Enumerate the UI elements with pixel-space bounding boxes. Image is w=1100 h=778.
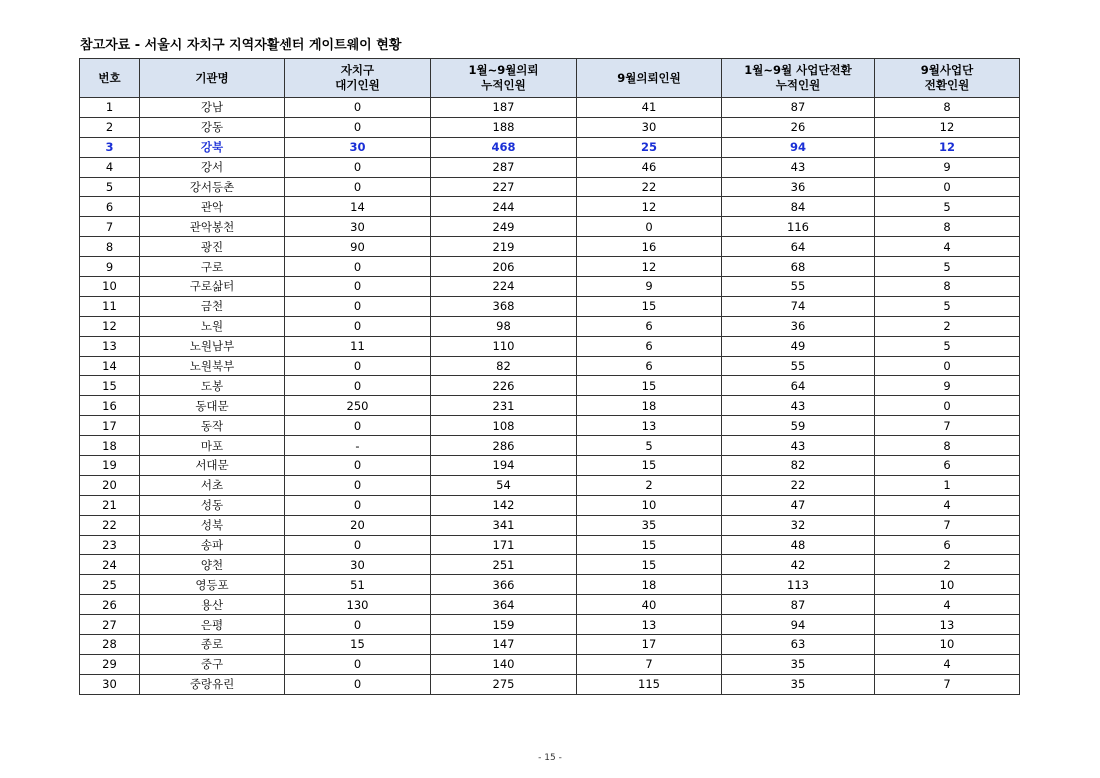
cell-conversion-cumulative: 36 <box>722 177 875 197</box>
cell-institution: 강서 <box>140 157 285 177</box>
table-row <box>80 416 1020 436</box>
cell-waiting: 130 <box>285 595 431 615</box>
cell-institution: 양천 <box>140 555 285 575</box>
table-row <box>80 316 1020 336</box>
page-title: 참고자료 - 서울시 자치구 지역자활센터 게이트웨이 현황 <box>80 38 402 53</box>
cell-referral-cumulative: 108 <box>431 416 577 436</box>
cell-waiting: 0 <box>285 456 431 476</box>
cell-institution: 영등포 <box>140 575 285 595</box>
cell-institution: 송파 <box>140 535 285 555</box>
cell-september-conversion: 8 <box>875 217 1020 237</box>
cell-conversion-cumulative: 87 <box>722 595 875 615</box>
table-row <box>80 137 1020 157</box>
table-row <box>80 277 1020 297</box>
cell-september-referral: 115 <box>577 674 722 694</box>
cell-waiting: 11 <box>285 336 431 356</box>
table-row <box>80 376 1020 396</box>
cell-waiting: 14 <box>285 197 431 217</box>
cell-institution: 은평 <box>140 615 285 635</box>
cell-september-conversion: 8 <box>875 98 1020 118</box>
cell-institution: 성북 <box>140 515 285 535</box>
cell-referral-cumulative: 194 <box>431 456 577 476</box>
cell-number: 28 <box>80 635 140 655</box>
cell-number: 11 <box>80 296 140 316</box>
table-row <box>80 217 1020 237</box>
cell-september-referral: 22 <box>577 177 722 197</box>
cell-referral-cumulative: 286 <box>431 436 577 456</box>
cell-september-conversion: 10 <box>875 635 1020 655</box>
cell-institution: 도봉 <box>140 376 285 396</box>
cell-referral-cumulative: 54 <box>431 475 577 495</box>
cell-conversion-cumulative: 64 <box>722 237 875 257</box>
cell-referral-cumulative: 140 <box>431 654 577 674</box>
table-body <box>80 98 1020 695</box>
table-row <box>80 117 1020 137</box>
table-row <box>80 336 1020 356</box>
cell-conversion-cumulative: 94 <box>722 615 875 635</box>
cell-referral-cumulative: 468 <box>431 137 577 157</box>
cell-number: 21 <box>80 495 140 515</box>
cell-conversion-cumulative: 49 <box>722 336 875 356</box>
cell-conversion-cumulative: 68 <box>722 257 875 277</box>
cell-conversion-cumulative: 87 <box>722 98 875 118</box>
cell-conversion-cumulative: 35 <box>722 674 875 694</box>
cell-september-referral: 6 <box>577 356 722 376</box>
cell-waiting: 0 <box>285 316 431 336</box>
table-row <box>80 475 1020 495</box>
cell-september-referral: 30 <box>577 117 722 137</box>
cell-referral-cumulative: 159 <box>431 615 577 635</box>
cell-institution: 중구 <box>140 654 285 674</box>
cell-referral-cumulative: 231 <box>431 396 577 416</box>
cell-number: 2 <box>80 117 140 137</box>
cell-referral-cumulative: 251 <box>431 555 577 575</box>
cell-september-conversion: 9 <box>875 376 1020 396</box>
table-row <box>80 177 1020 197</box>
cell-september-conversion: 8 <box>875 436 1020 456</box>
cell-institution: 동작 <box>140 416 285 436</box>
cell-institution: 강북 <box>140 137 285 157</box>
cell-number: 30 <box>80 674 140 694</box>
table-header-row <box>80 59 1020 98</box>
cell-september-referral: 15 <box>577 376 722 396</box>
cell-waiting: 0 <box>285 475 431 495</box>
cell-september-referral: 18 <box>577 396 722 416</box>
cell-september-conversion: 0 <box>875 396 1020 416</box>
cell-september-conversion: 12 <box>875 137 1020 157</box>
cell-conversion-cumulative: 22 <box>722 475 875 495</box>
cell-waiting: 0 <box>285 535 431 555</box>
cell-september-referral: 18 <box>577 575 722 595</box>
cell-september-referral: 15 <box>577 555 722 575</box>
cell-september-conversion: 2 <box>875 555 1020 575</box>
cell-referral-cumulative: 275 <box>431 674 577 694</box>
cell-september-referral: 15 <box>577 535 722 555</box>
table-row <box>80 396 1020 416</box>
cell-conversion-cumulative: 36 <box>722 316 875 336</box>
cell-waiting: 90 <box>285 237 431 257</box>
cell-referral-cumulative: 142 <box>431 495 577 515</box>
header-waiting: 자치구 대기인원 <box>285 59 431 98</box>
cell-waiting: 250 <box>285 396 431 416</box>
cell-number: 8 <box>80 237 140 257</box>
cell-september-referral: 15 <box>577 456 722 476</box>
cell-number: 18 <box>80 436 140 456</box>
cell-september-referral: 35 <box>577 515 722 535</box>
cell-waiting: 0 <box>285 615 431 635</box>
cell-waiting: 0 <box>285 495 431 515</box>
cell-number: 1 <box>80 98 140 118</box>
cell-september-conversion: 7 <box>875 416 1020 436</box>
cell-referral-cumulative: 364 <box>431 595 577 615</box>
cell-institution: 강서등촌 <box>140 177 285 197</box>
cell-referral-cumulative: 82 <box>431 356 577 376</box>
cell-institution: 중랑유린 <box>140 674 285 694</box>
cell-referral-cumulative: 147 <box>431 635 577 655</box>
cell-institution: 구로 <box>140 257 285 277</box>
cell-waiting: 0 <box>285 117 431 137</box>
cell-september-referral: 41 <box>577 98 722 118</box>
cell-september-referral: 13 <box>577 416 722 436</box>
header-referral-cumulative: 1월~9월의뢰 누적인원 <box>431 59 577 98</box>
cell-referral-cumulative: 187 <box>431 98 577 118</box>
cell-waiting: 0 <box>285 654 431 674</box>
table-row <box>80 157 1020 177</box>
cell-number: 23 <box>80 535 140 555</box>
table-row <box>80 535 1020 555</box>
cell-institution: 금천 <box>140 296 285 316</box>
cell-waiting: 0 <box>285 356 431 376</box>
cell-conversion-cumulative: 63 <box>722 635 875 655</box>
cell-referral-cumulative: 224 <box>431 277 577 297</box>
cell-conversion-cumulative: 43 <box>722 157 875 177</box>
cell-institution: 용산 <box>140 595 285 615</box>
cell-referral-cumulative: 226 <box>431 376 577 396</box>
cell-waiting: 0 <box>285 416 431 436</box>
header-number: 번호 <box>80 59 140 98</box>
cell-september-conversion: 7 <box>875 515 1020 535</box>
table-row <box>80 654 1020 674</box>
cell-number: 7 <box>80 217 140 237</box>
cell-number: 4 <box>80 157 140 177</box>
cell-referral-cumulative: 366 <box>431 575 577 595</box>
cell-september-conversion: 12 <box>875 117 1020 137</box>
cell-institution: 종로 <box>140 635 285 655</box>
cell-number: 17 <box>80 416 140 436</box>
cell-september-conversion: 4 <box>875 654 1020 674</box>
cell-number: 6 <box>80 197 140 217</box>
cell-waiting: 0 <box>285 376 431 396</box>
header-september-conversion: 9월사업단 전환인원 <box>875 59 1020 98</box>
cell-september-conversion: 9 <box>875 157 1020 177</box>
table-row <box>80 595 1020 615</box>
table-row <box>80 515 1020 535</box>
cell-referral-cumulative: 287 <box>431 157 577 177</box>
cell-number: 19 <box>80 456 140 476</box>
table-row <box>80 356 1020 376</box>
cell-conversion-cumulative: 94 <box>722 137 875 157</box>
cell-institution: 노원 <box>140 316 285 336</box>
cell-number: 22 <box>80 515 140 535</box>
gateway-status-table <box>79 58 1020 695</box>
cell-september-referral: 12 <box>577 257 722 277</box>
cell-referral-cumulative: 171 <box>431 535 577 555</box>
cell-number: 10 <box>80 277 140 297</box>
cell-conversion-cumulative: 74 <box>722 296 875 316</box>
cell-referral-cumulative: 98 <box>431 316 577 336</box>
cell-waiting: 51 <box>285 575 431 595</box>
cell-referral-cumulative: 219 <box>431 237 577 257</box>
cell-institution: 노원북부 <box>140 356 285 376</box>
cell-september-conversion: 4 <box>875 595 1020 615</box>
page-number: - 15 - <box>538 753 562 763</box>
cell-number: 20 <box>80 475 140 495</box>
table-row <box>80 296 1020 316</box>
cell-number: 15 <box>80 376 140 396</box>
cell-referral-cumulative: 368 <box>431 296 577 316</box>
cell-institution: 구로삶터 <box>140 277 285 297</box>
cell-number: 9 <box>80 257 140 277</box>
header-conversion-cumulative: 1월~9월 사업단전환 누적인원 <box>722 59 875 98</box>
cell-waiting: 30 <box>285 137 431 157</box>
cell-waiting: 0 <box>285 177 431 197</box>
cell-september-referral: 0 <box>577 217 722 237</box>
cell-conversion-cumulative: 59 <box>722 416 875 436</box>
cell-number: 29 <box>80 654 140 674</box>
cell-september-conversion: 5 <box>875 336 1020 356</box>
cell-waiting: 30 <box>285 555 431 575</box>
cell-september-referral: 2 <box>577 475 722 495</box>
cell-september-conversion: 13 <box>875 615 1020 635</box>
cell-september-referral: 40 <box>577 595 722 615</box>
cell-september-referral: 25 <box>577 137 722 157</box>
cell-number: 3 <box>80 137 140 157</box>
cell-conversion-cumulative: 113 <box>722 575 875 595</box>
cell-conversion-cumulative: 64 <box>722 376 875 396</box>
cell-conversion-cumulative: 35 <box>722 654 875 674</box>
cell-conversion-cumulative: 47 <box>722 495 875 515</box>
cell-number: 16 <box>80 396 140 416</box>
cell-conversion-cumulative: 43 <box>722 396 875 416</box>
cell-conversion-cumulative: 32 <box>722 515 875 535</box>
cell-september-conversion: 6 <box>875 535 1020 555</box>
cell-september-referral: 6 <box>577 336 722 356</box>
cell-number: 27 <box>80 615 140 635</box>
cell-september-conversion: 2 <box>875 316 1020 336</box>
table-row <box>80 575 1020 595</box>
cell-referral-cumulative: 249 <box>431 217 577 237</box>
cell-september-conversion: 4 <box>875 237 1020 257</box>
cell-number: 12 <box>80 316 140 336</box>
cell-september-conversion: 0 <box>875 356 1020 376</box>
cell-referral-cumulative: 227 <box>431 177 577 197</box>
cell-september-conversion: 1 <box>875 475 1020 495</box>
table-row <box>80 257 1020 277</box>
table-row <box>80 237 1020 257</box>
cell-september-conversion: 7 <box>875 674 1020 694</box>
cell-institution: 강동 <box>140 117 285 137</box>
cell-waiting: 0 <box>285 296 431 316</box>
table-row <box>80 456 1020 476</box>
cell-referral-cumulative: 188 <box>431 117 577 137</box>
header-september-referral: 9월의뢰인원 <box>577 59 722 98</box>
table-row <box>80 197 1020 217</box>
cell-september-conversion: 4 <box>875 495 1020 515</box>
cell-conversion-cumulative: 116 <box>722 217 875 237</box>
table-row <box>80 495 1020 515</box>
cell-september-referral: 13 <box>577 615 722 635</box>
cell-waiting: 0 <box>285 674 431 694</box>
cell-institution: 관악봉천 <box>140 217 285 237</box>
cell-waiting: 0 <box>285 157 431 177</box>
table-row <box>80 674 1020 694</box>
cell-institution: 강남 <box>140 98 285 118</box>
cell-waiting: - <box>285 436 431 456</box>
cell-september-conversion: 0 <box>875 177 1020 197</box>
cell-september-referral: 12 <box>577 197 722 217</box>
cell-institution: 서초 <box>140 475 285 495</box>
cell-institution: 성동 <box>140 495 285 515</box>
cell-waiting: 30 <box>285 217 431 237</box>
cell-conversion-cumulative: 48 <box>722 535 875 555</box>
cell-waiting: 20 <box>285 515 431 535</box>
cell-conversion-cumulative: 84 <box>722 197 875 217</box>
cell-referral-cumulative: 244 <box>431 197 577 217</box>
cell-september-referral: 9 <box>577 277 722 297</box>
header-institution: 기관명 <box>140 59 285 98</box>
cell-referral-cumulative: 341 <box>431 515 577 535</box>
cell-september-conversion: 10 <box>875 575 1020 595</box>
cell-institution: 마포 <box>140 436 285 456</box>
cell-number: 13 <box>80 336 140 356</box>
cell-waiting: 0 <box>285 277 431 297</box>
table-row <box>80 555 1020 575</box>
cell-conversion-cumulative: 55 <box>722 277 875 297</box>
cell-conversion-cumulative: 55 <box>722 356 875 376</box>
cell-september-conversion: 6 <box>875 456 1020 476</box>
table-row <box>80 635 1020 655</box>
cell-september-conversion: 8 <box>875 277 1020 297</box>
cell-september-conversion: 5 <box>875 296 1020 316</box>
cell-september-referral: 17 <box>577 635 722 655</box>
cell-september-referral: 7 <box>577 654 722 674</box>
cell-institution: 노원남부 <box>140 336 285 356</box>
cell-conversion-cumulative: 26 <box>722 117 875 137</box>
cell-waiting: 15 <box>285 635 431 655</box>
table-row <box>80 98 1020 118</box>
cell-institution: 서대문 <box>140 456 285 476</box>
cell-institution: 관악 <box>140 197 285 217</box>
cell-september-referral: 5 <box>577 436 722 456</box>
cell-september-referral: 16 <box>577 237 722 257</box>
cell-september-referral: 46 <box>577 157 722 177</box>
cell-referral-cumulative: 110 <box>431 336 577 356</box>
cell-number: 5 <box>80 177 140 197</box>
cell-september-referral: 6 <box>577 316 722 336</box>
cell-conversion-cumulative: 42 <box>722 555 875 575</box>
cell-waiting: 0 <box>285 98 431 118</box>
cell-number: 25 <box>80 575 140 595</box>
cell-institution: 동대문 <box>140 396 285 416</box>
table-row <box>80 615 1020 635</box>
table-row <box>80 436 1020 456</box>
cell-conversion-cumulative: 43 <box>722 436 875 456</box>
cell-number: 26 <box>80 595 140 615</box>
cell-conversion-cumulative: 82 <box>722 456 875 476</box>
cell-september-referral: 15 <box>577 296 722 316</box>
cell-referral-cumulative: 206 <box>431 257 577 277</box>
cell-institution: 광진 <box>140 237 285 257</box>
cell-waiting: 0 <box>285 257 431 277</box>
cell-number: 14 <box>80 356 140 376</box>
cell-september-conversion: 5 <box>875 257 1020 277</box>
cell-september-referral: 10 <box>577 495 722 515</box>
cell-number: 24 <box>80 555 140 575</box>
cell-september-conversion: 5 <box>875 197 1020 217</box>
